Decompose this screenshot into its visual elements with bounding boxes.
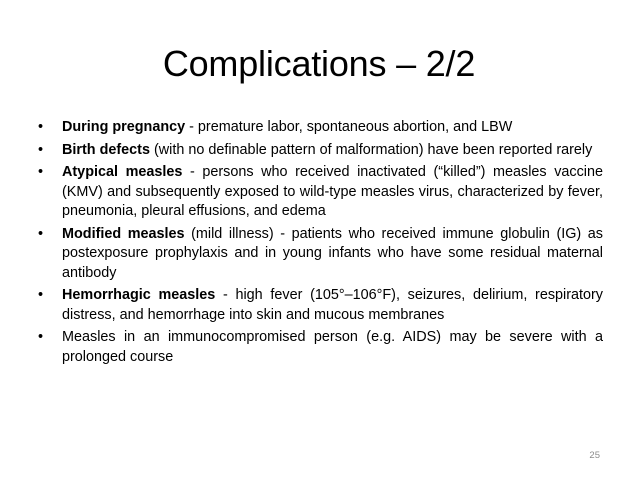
bullet-text: (mild illness) - patients who received immune globulin (IG) as postexposure prophylaxis and in young infants who have some residual maternal antibody (62, 225, 603, 281)
bullet-item-hemorrhagic-measles (38, 286, 603, 325)
bullet-text: Measles in an immunocompromised person (e.g. AIDS) may be severe with a prolonged course (62, 329, 603, 365)
bullet-item-birth-defects (38, 141, 603, 161)
bullet-term: Birth defects (62, 141, 150, 158)
bullet-term: Atypical measles (62, 164, 183, 180)
bullet-icon: • (38, 141, 44, 158)
bullet-item-modified-measles (38, 225, 603, 284)
bullet-term: Modified measles (62, 225, 185, 242)
bullet-item-immunocompromised (38, 328, 603, 367)
bullet-list (38, 118, 603, 370)
bullet-term: During pregnancy (62, 119, 186, 135)
bullet-text: - premature labor, spontaneous abortion, and LBW (185, 119, 513, 135)
slide-title: Complications – 2/2 (162, 43, 476, 84)
bullet-item-atypical-measles (38, 163, 603, 222)
bullet-icon: • (38, 119, 44, 135)
bullet-icon: • (38, 164, 44, 180)
bullet-icon: • (38, 225, 44, 242)
bullet-text: - persons who received inactivated (“killed”) measles vaccine (KMV) and subsequently exposed to wild-type measles virus, characterized by fever, pneumonia, pleural effusions, and edema (62, 164, 604, 219)
bullet-icon: • (38, 329, 44, 345)
bullet-text: (with no definable pattern of malformation) have been reported rarely (149, 141, 593, 158)
bullet-icon: • (38, 287, 44, 303)
bullet-text: - high fever (105°–106°F), seizures, delirium, respiratory distress, and hemorrhage into skin and mucous membranes (62, 287, 604, 323)
page-number: 25 (589, 450, 600, 461)
bullet-item-during-pregnancy (38, 118, 603, 138)
bullet-term: Hemorrhagic measles (62, 287, 216, 303)
